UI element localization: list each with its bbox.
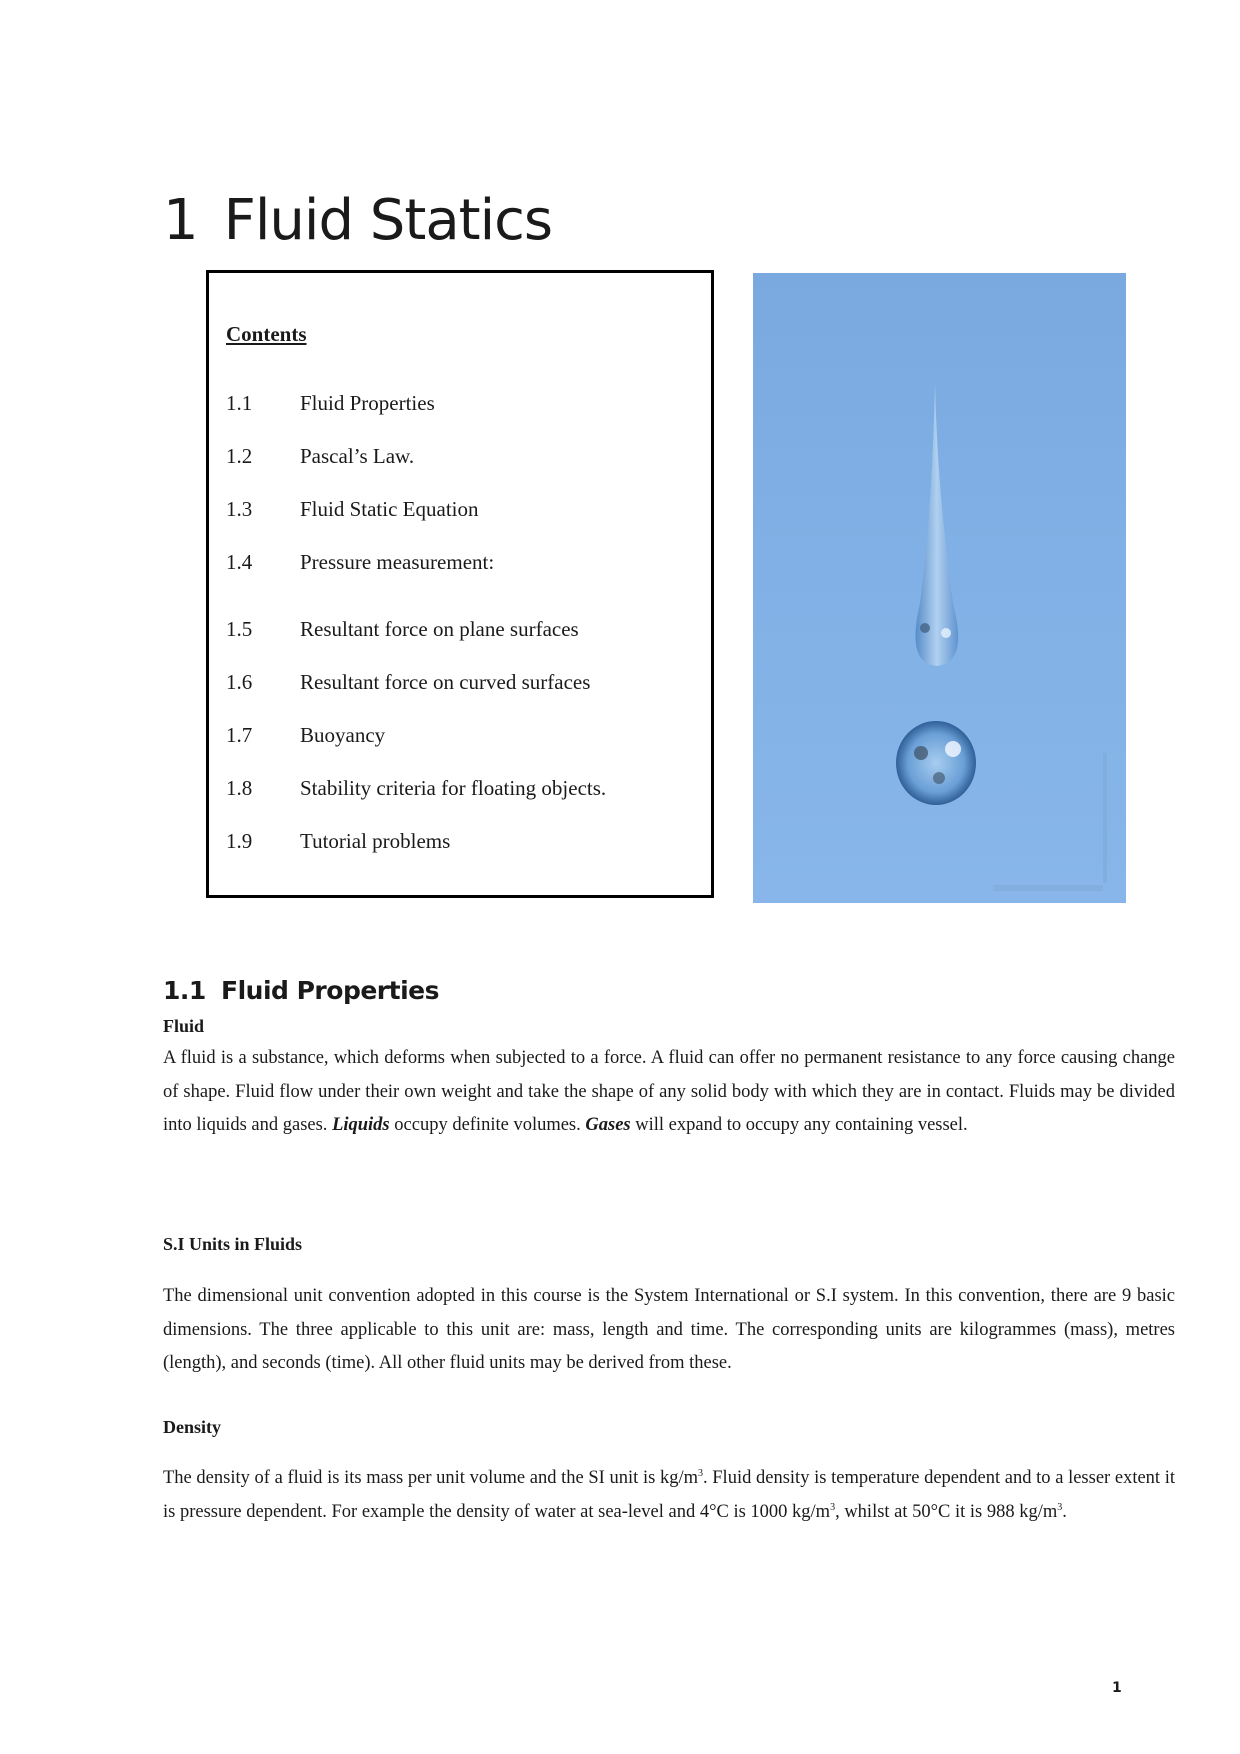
toc-item [226,550,494,575]
contents-title: Contents [226,322,307,346]
text: . [1062,1501,1067,1522]
subsection-heading-density: Density [163,1417,221,1437]
text: The density of a fluid is its mass per unit volume and the SI unit is kg/m [163,1468,698,1488]
toc-item [226,497,479,522]
toc-label: Pressure measurement: [300,550,495,574]
text: , whilst at 50°C it is 988 kg/m [835,1501,1058,1522]
superscript: 3 [1057,1501,1063,1513]
toc-item [226,723,385,748]
chapter-title [163,188,552,253]
toc-number: 1.4 [226,550,253,574]
toc-number: 1.8 [226,776,253,800]
toc-item [226,670,590,695]
toc-label: Buoyancy [300,723,386,747]
section-number: 1.1 [163,975,206,1005]
subsection-heading-fluid: Fluid [163,1016,205,1036]
text: will expand to occupy any containing vessel. [630,1115,968,1135]
page-number: 1 [1112,1680,1122,1696]
water-droplet-photo [753,273,1126,903]
toc-item [226,391,435,416]
toc-label: Resultant force on curved surfaces [300,670,591,694]
toc-number: 1.6 [226,670,253,694]
text: A fluid is a substance, which deforms when subjected to a force. A fluid can offer no permanent resistance to any force causing change of shape. Fluid flow under their own weight and take the shape of any solid body with which they are in contact. Fluids may be divided into liquids and gases. [163,1048,1175,1135]
water-droplet-icon [753,273,1126,903]
toc-label: Pascal’s Law. [300,444,415,468]
chapter-title-text: Fluid Statics [223,187,553,253]
chapter-number: 1 [163,187,198,253]
toc-item [226,776,606,801]
toc-label: Resultant force on plane surfaces [300,617,579,641]
paragraph-fluid [163,1042,1175,1143]
paragraph-density [163,1462,1175,1529]
toc-label: Stability criteria for floating objects. [300,776,607,800]
toc-number: 1.1 [226,391,253,415]
subsection-heading-si-units: S.I Units in Fluids [163,1234,303,1254]
paragraph-si-units: The dimensional unit convention adopted in this course is the System International or S.I system. In this convention, there are 9 basic dimensions. The three applicable to this unit are: mass, length and time. The corresponding units are kilogrammes (mass), metres (length), and seconds (time). All other fluid units may be derived from these. [163,1286,1175,1373]
section-heading [163,976,439,1005]
emphasis-liquids: Liquids [332,1115,390,1135]
superscript: 3 [697,1467,703,1479]
contents-box [206,270,714,898]
toc-number: 1.2 [226,444,253,468]
toc-item [226,617,579,642]
text: occupy definite volumes. [389,1115,586,1135]
superscript: 3 [830,1501,836,1513]
toc-label: Fluid Static Equation [300,497,479,521]
emphasis-gases: Gases [585,1115,631,1135]
toc-number: 1.7 [226,723,253,747]
toc-number: 1.5 [226,617,253,641]
toc-number: 1.3 [226,497,253,521]
toc-item [226,444,414,469]
toc-label: Tutorial problems [300,829,451,853]
toc-number: 1.9 [226,829,253,853]
section-title: Fluid Properties [221,975,439,1005]
toc-item [226,829,450,854]
toc-label: Fluid Properties [300,391,435,415]
text: . Fluid density is temperature dependent and to a lesser extent it is pressure dependent. For example the density of water at sea-level and 4°C is 1000 kg/m [163,1468,1176,1522]
